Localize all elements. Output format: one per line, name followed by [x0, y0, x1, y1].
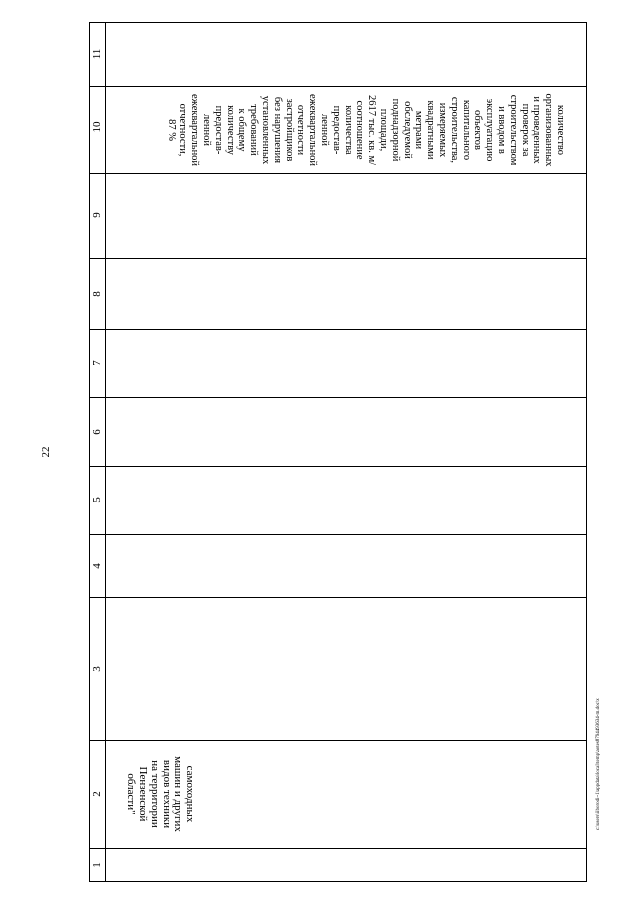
cell-column-10-text: количество организованных и проведенных проверок за строительством и вводом в эксплуатацию объектов капитального строительства, измеряемых квадратными метрами обследуемой поднадзорной площади, 2617 тыс. кв. м/ соотношение количества предостав- ленной ежеквартальной отчетности застройщиков без нарушения установленных требований к общему количеству предостав- ленной ежеквартальной отчетности, 87 %: [165, 93, 566, 167]
column-number-1: 1: [91, 862, 103, 868]
table-border-top: [89, 22, 587, 23]
column-divider: [89, 597, 587, 598]
page-number: 22: [40, 446, 52, 458]
column-divider: [89, 173, 587, 174]
column-number-3: 3: [91, 666, 103, 672]
column-divider: [89, 329, 587, 330]
header-divider: [105, 22, 106, 882]
column-number-10: 10: [91, 121, 103, 133]
column-number-7: 7: [91, 360, 103, 366]
column-divider: [89, 86, 587, 87]
column-number-4: 4: [91, 563, 103, 569]
column-divider: [89, 258, 587, 259]
column-number-6: 6: [91, 429, 103, 435]
column-divider: [89, 534, 587, 535]
column-number-11: 11: [91, 48, 103, 60]
table-border-left: [89, 22, 90, 882]
column-number-5: 5: [91, 497, 103, 503]
column-divider: [89, 466, 587, 467]
column-number-8: 8: [91, 291, 103, 297]
file-path-footer: c:\users\iiborodi~1\appdata\local\temp\aotes8794493634-m.doc\x: [596, 698, 601, 830]
column-divider: [89, 848, 587, 849]
column-number-9: 9: [91, 212, 103, 218]
column-divider: [89, 397, 587, 398]
cell-column-2-text: самоходных машин и других видов техники на территории Пензенской области": [125, 756, 196, 832]
table-border-right: [586, 22, 587, 882]
column-number-2: 2: [91, 791, 103, 797]
table-border-bottom: [89, 881, 587, 882]
